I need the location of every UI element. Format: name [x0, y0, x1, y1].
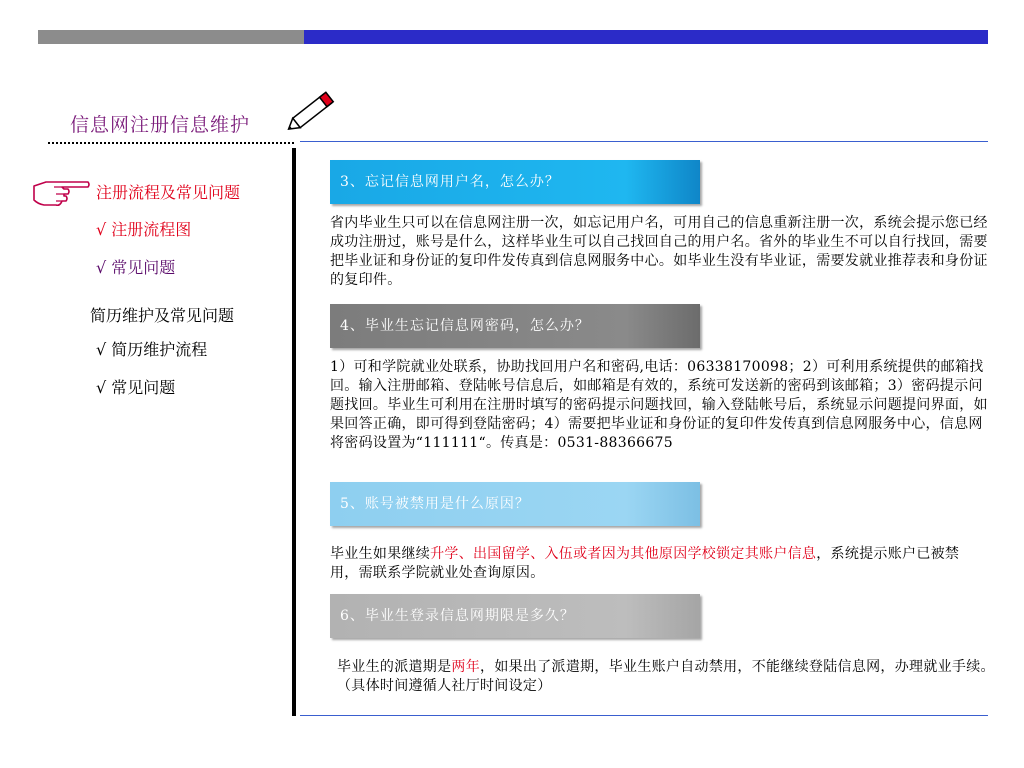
- faq-answer-5: [330, 545, 970, 583]
- faq-answer-3: 省内毕业生只可以在信息网注册一次，如忘记用户名，可用自己的信息重新注册一次，系统会提示您已经成功注册过，账号是什么，这样毕业生可以自己找回自己的用户名。省外的毕业生不可以自行找回，需要把毕业证和身份证的复印件发传真到信息网服务中心。如毕业生没有毕业证，需要发就业推荐表和身份证的复印件。: [330, 215, 988, 288]
- sidebar-section-registration[interactable]: 注册流程及常见问题: [96, 183, 241, 202]
- faq-answer-6-text-end: ，如果出了派遣期，毕业生账户自动禁用，不能继续登陆信息网，办理就业手续。（具体时间遵循人社厅时间设定）: [337, 659, 995, 694]
- pointing-hand-icon: [32, 176, 90, 208]
- faq-question-6: 6、毕业生登录信息网期限是多久？: [330, 594, 700, 638]
- title-underline: [48, 142, 294, 144]
- faq-answer-5-text: 毕业生如果继续: [330, 546, 431, 562]
- sidebar-item-resume-faq[interactable]: √ 常见问题: [96, 378, 176, 397]
- pencil-icon: [282, 84, 344, 136]
- content-bottom-rule: [300, 715, 988, 716]
- sidebar-item-registration-faq[interactable]: √ 常见问题: [96, 258, 176, 277]
- faq-answer-6: [337, 658, 997, 696]
- faq-question-4: 4、毕业生忘记信息网密码，怎么办？: [330, 304, 700, 348]
- faq-answer-6-highlight: 两年: [451, 659, 481, 675]
- faq-question-5: 5、账号被禁用是什么原因？: [330, 482, 700, 526]
- faq-answer-5-highlight: 升学、出国留学、入伍或者因为其他原因学校锁定其账户信息: [430, 546, 817, 562]
- sidebar-item-registration-flowchart[interactable]: √ 注册流程图: [96, 220, 192, 239]
- faq-question-3: 3、忘记信息网用户名，怎么办？: [330, 160, 700, 204]
- sidebar-section-resume[interactable]: 简历维护及常见问题: [90, 306, 235, 325]
- content-top-rule: [300, 141, 988, 142]
- vertical-divider: [292, 148, 296, 716]
- sidebar-item-resume-flow[interactable]: √ 简历维护流程: [96, 340, 208, 359]
- header-bar-gray: [38, 30, 304, 44]
- header-bar-blue: [304, 30, 988, 44]
- faq-answer-4: 1）可和学院就业处联系，协助找回用户名和密码,电话：06338170098；2）可利用系统提供的邮箱找回。输入注册邮箱、登陆帐号信息后，如邮箱是有效的，系统可发送新的密码到该邮箱；3）密码提示问题找回。毕业生可利用在注册时填写的密码提示问题找回，输入登陆帐号后，系统显示问题提问界面，如果回答正确，即可得到登陆密码；4）需要把毕业证和身份证的复印件发传真到信息网服务中心，信息网将密码设置为“111111“。传真是：0531-88366675: [330, 359, 988, 451]
- faq-answer-5-text-end: ，系统提示账户已被禁用，需联系学院就业处查询原因。: [330, 546, 960, 581]
- faq-answer-6-text: 毕业生的派遣期是: [337, 659, 452, 675]
- page-title: 信息网注册信息维护: [70, 114, 251, 136]
